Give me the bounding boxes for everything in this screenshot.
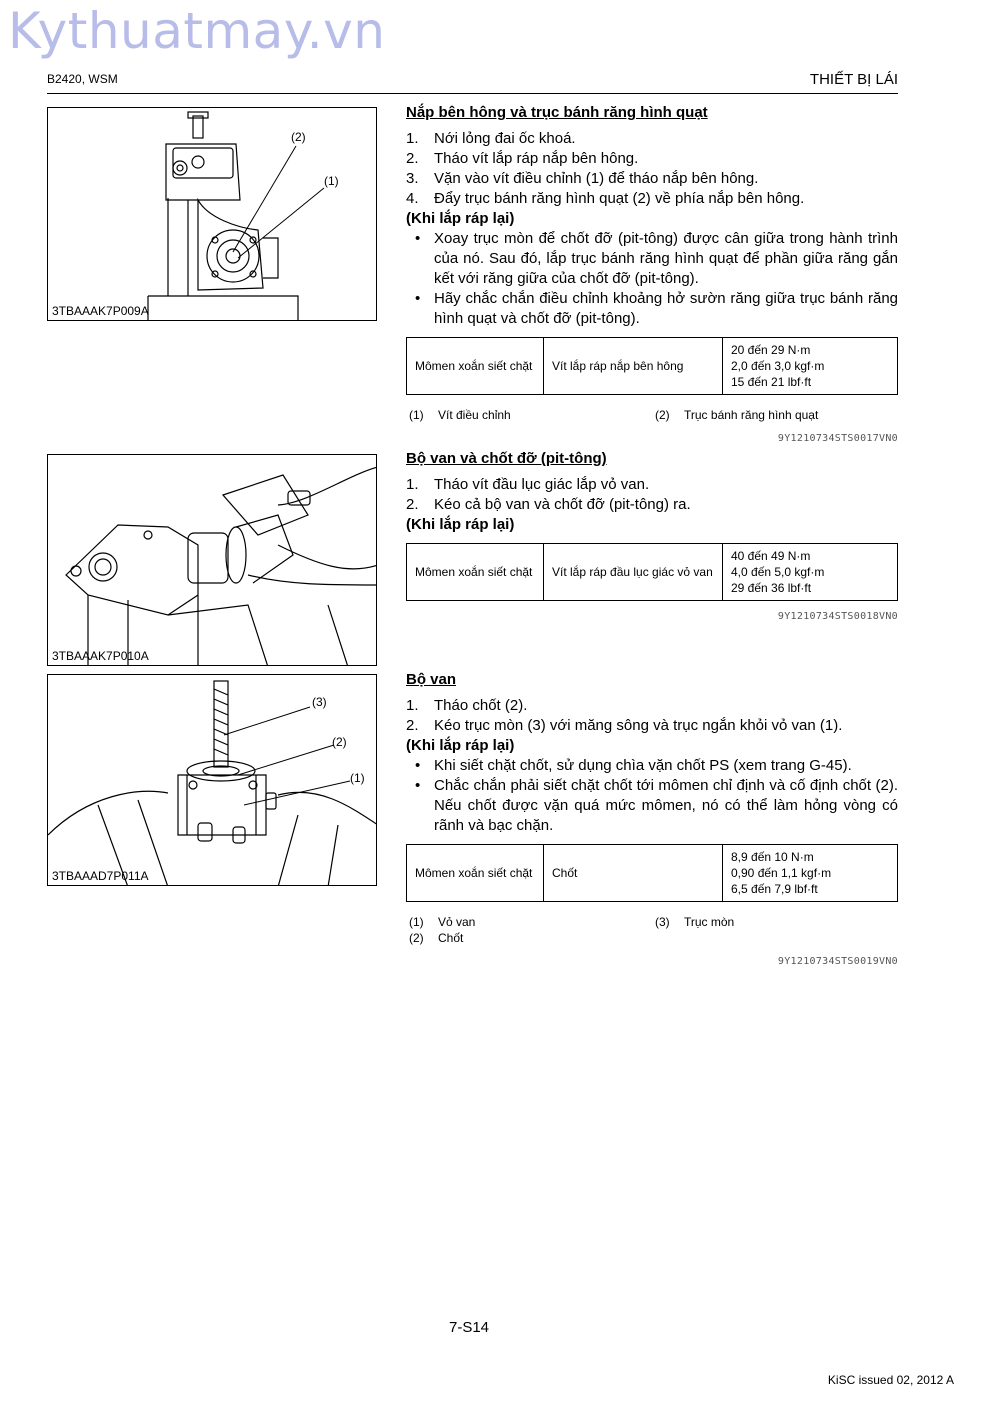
step-item: 2. Tháo vít lắp ráp nắp bên hông. — [406, 150, 639, 167]
torque-table — [406, 543, 898, 601]
step-item: 1. Tháo vít đầu lục giác lắp vỏ van. — [406, 476, 650, 493]
step-item: 2. Kéo cả bộ van và chốt đỡ (pit-tông) ra. — [406, 496, 691, 513]
figure-code: 3TBAAAD7P011A — [52, 869, 149, 883]
callout-1: (1) — [324, 174, 339, 188]
bullet-item: • Khi siết chặt chốt, sử dụng chìa vặn chốt PS (xem trang G-45). — [406, 756, 898, 776]
figure-code: 3TBAAAK7P009A — [52, 304, 149, 318]
bullet-list — [406, 756, 898, 836]
step-list — [406, 475, 898, 515]
step-item: 3. Vặn vào vít điều chỉnh (1) để tháo nắp bên hông. — [406, 170, 759, 187]
callout-3: (3) — [312, 695, 327, 709]
callout-1: (1) — [350, 771, 365, 785]
reference-code: 9Y1210734STS0019VN0 — [777, 956, 898, 967]
torque-values: 8,9 đến 10 N·m 0,90 đến 1,1 kgf·m 6,5 đến 7,9 lbf·ft — [723, 845, 898, 902]
reference-code: 9Y1210734STS0018VN0 — [777, 611, 898, 622]
valve-illustration — [48, 675, 377, 886]
page-number: 7-S14 — [449, 1319, 490, 1336]
step-list — [406, 696, 898, 736]
torque-table — [406, 844, 898, 902]
header-model: B2420, WSM — [47, 72, 118, 86]
figure-valve-assembly — [47, 454, 377, 666]
torque-item: Vít lắp ráp đầu lục giác vỏ van — [544, 544, 723, 601]
section-side-cover — [406, 103, 898, 449]
header-rule — [47, 93, 898, 94]
torque-values: 40 đến 49 N·m 4,0 đến 5,0 kgf·m 29 đến 36 lbf·ft — [723, 544, 898, 601]
step-item: 2. Kéo trục mòn (3) với măng sông và trục ngắn khỏi vỏ van (1). — [406, 717, 843, 734]
step-item: 4. Đẩy trục bánh răng hình quạt (2) về phía nắp bên hông. — [406, 190, 805, 207]
torque-label: Mômen xoắn siết chặt — [407, 544, 544, 601]
section-valve — [406, 670, 898, 972]
bullet-item: • Hãy chắc chắn điều chỉnh khoảng hở sườn răng giữa trục bánh răng hình quạt và chốt đỡ (pit-tông). — [406, 289, 898, 329]
section-valve-assembly — [406, 449, 898, 627]
torque-item: Chốt — [544, 845, 723, 902]
step-list — [406, 129, 898, 209]
figure-code: 3TBAAAK7P010A — [52, 649, 149, 663]
torque-values: 20 đến 29 N·m 2,0 đến 3,0 kgf·m 15 đến 21 lbf·ft — [723, 338, 898, 395]
torque-item: Vít lắp ráp nắp bên hông — [544, 338, 723, 395]
bullet-list — [406, 229, 898, 329]
valve-removal-illustration — [48, 455, 377, 666]
legend: (1) Vỏ van (3) Trục mòn (2) Chốt — [409, 915, 735, 945]
torque-table — [406, 337, 898, 395]
step-item: 1. Nới lỏng đai ốc khoá. — [406, 130, 576, 147]
bullet-item: • Chắc chắn phải siết chặt chốt tới mômen chỉ định và cố định chốt (2). Nếu chốt được vặn quá mức mômen, nó có thể làm hỏng vòng có rãnh và bạc chặn. — [406, 776, 898, 836]
figure-valve — [47, 674, 377, 886]
side-cover-illustration — [48, 108, 377, 321]
torque-label: Mômen xoắn siết chặt — [407, 845, 544, 902]
section-title: Bộ van — [406, 671, 457, 688]
callout-2: (2) — [291, 130, 306, 144]
section-title: Nắp bên hông và trục bánh răng hình quạt — [406, 104, 708, 121]
reference-code: 9Y1210734STS0017VN0 — [777, 433, 898, 444]
header-chapter: THIẾT BỊ LÁI — [809, 71, 898, 88]
step-item: 1. Tháo chốt (2). — [406, 697, 528, 714]
torque-label: Mômen xoắn siết chặt — [407, 338, 544, 395]
bullet-item: • Xoay trục mòn để chốt đỡ (pit-tông) được cân giữa trong hành trình của nó. Sau đó, lắp trục bánh răng hình quạt để phần giữa răng gắn kết với răng giữa của chốt đỡ (pit-tông). — [406, 229, 898, 289]
legend: (1) Vít điều chỉnh (2) Trục bánh răng hình quạt — [409, 408, 819, 422]
reassembly-label: (Khi lắp ráp lại) — [406, 737, 515, 754]
section-title: Bộ van và chốt đỡ (pit-tông) — [406, 450, 607, 467]
issued-note: KiSC issued 02, 2012 A — [827, 1373, 954, 1387]
reassembly-label: (Khi lắp ráp lại) — [406, 210, 515, 227]
callout-2: (2) — [332, 735, 347, 749]
watermark: Kythuatmay.vn — [8, 2, 386, 60]
figure-side-cover — [47, 107, 377, 321]
reassembly-label: (Khi lắp ráp lại) — [406, 516, 515, 533]
